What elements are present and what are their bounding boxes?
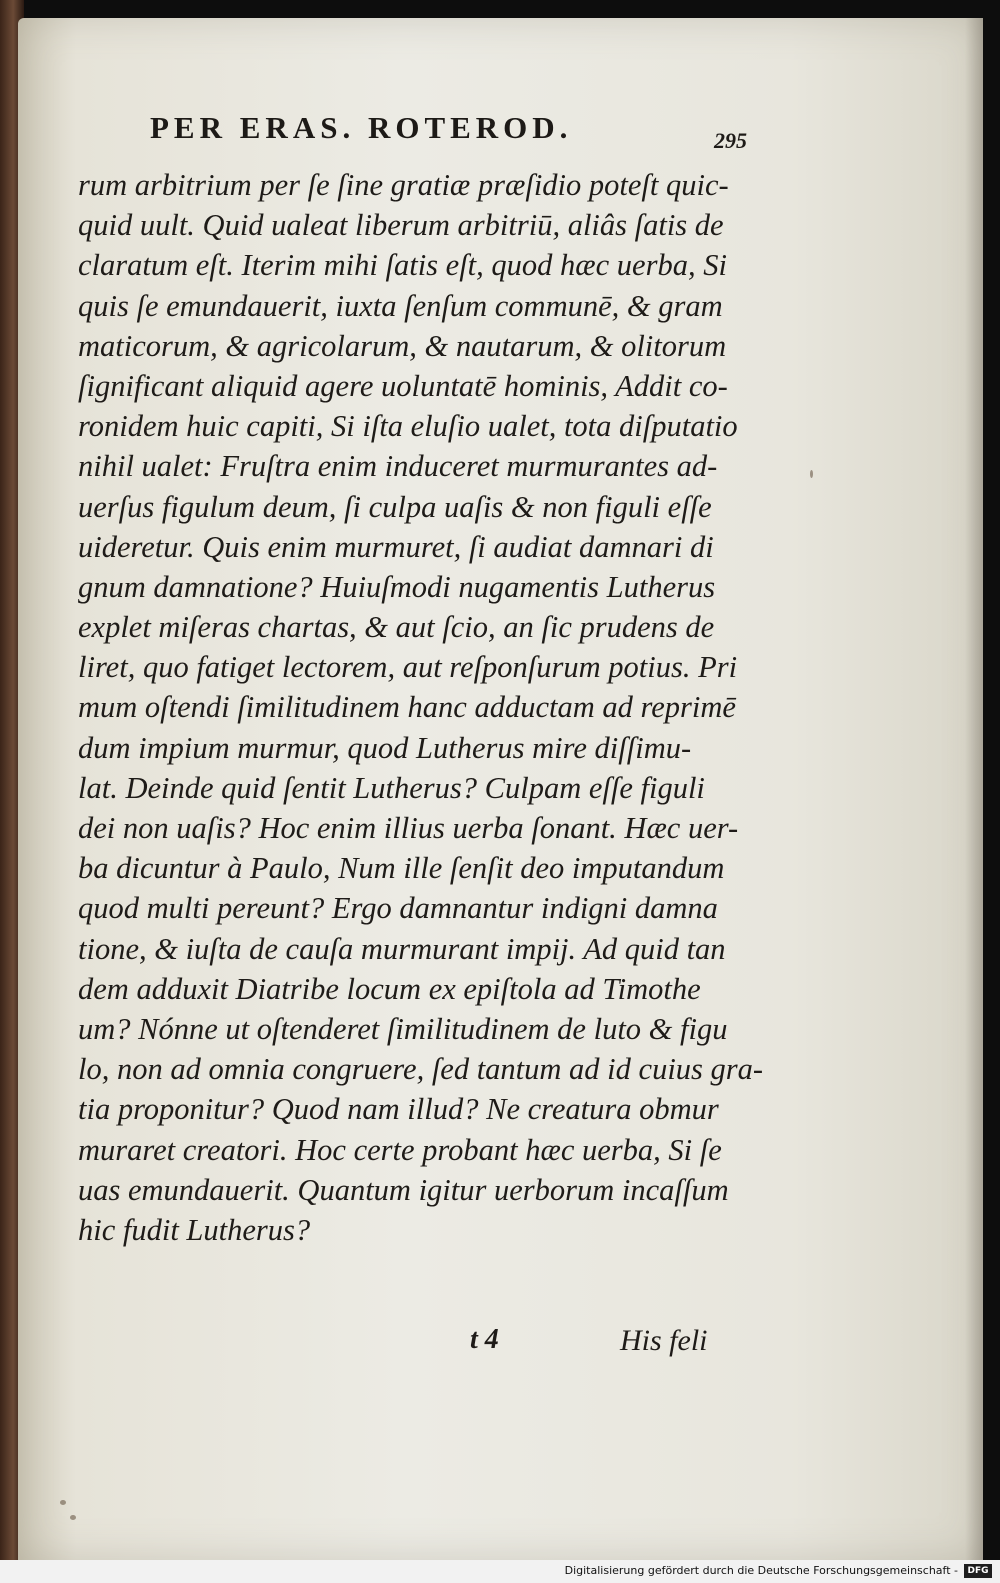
text-line: uerſus figulum deum, ſi culpa uaſis & non figuli eſſe xyxy=(78,489,712,524)
body-text xyxy=(78,165,764,1250)
text-line: quid uult. Quid ualeat liberum arbitriū, aliâs ſatis de xyxy=(78,208,724,243)
text-line: muraret creatori. Hoc certe probant hæc uerba, Si ſe xyxy=(78,1132,722,1167)
paper-speck xyxy=(70,1515,76,1520)
text-line: ronidem huic capiti, Si iſta eluſio ualet, tota diſputatio xyxy=(78,409,738,444)
text-line: um? Nónne ut oſtenderet ſimilitudinem de luto & figu xyxy=(78,1011,728,1046)
page-footer xyxy=(78,1320,758,1360)
page-header xyxy=(140,110,780,160)
text-line: tione, & iuſta de cauſa murmurant impij. Ad quid tan xyxy=(78,931,726,966)
text-line: rum arbitrium per ſe ſine gratiæ præſidio poteſt quic- xyxy=(78,168,729,202)
text-line: dem adduxit Diatribe locum ex epiſtola ad Timothe xyxy=(78,971,701,1006)
text-line: quis ſe emundauerit, iuxta ſenſum communē, & gram xyxy=(78,288,723,323)
text-line: tia proponitur? Quod nam illud? Ne creatura obmur xyxy=(78,1092,719,1127)
catchword: His feli xyxy=(620,1324,708,1357)
text-line: quod multi pereunt? Ergo damnantur indigni damna xyxy=(78,891,718,926)
text-line: ſignificant aliquid agere uoluntatē hominis, Addit co- xyxy=(78,368,728,403)
text-line: dum impium murmur, quod Lutherus mire diſſimu- xyxy=(78,730,692,765)
signature-mark: t 4 xyxy=(470,1324,499,1355)
text-line: claratum eſt. Iterim mihi ſatis eſt, quod hæc uerba, Si xyxy=(78,248,727,283)
text-line: hic fudit Lutherus? xyxy=(78,1212,311,1247)
credit-bar xyxy=(0,1560,1000,1583)
dfg-logo-icon: DFG xyxy=(964,1564,992,1578)
page-edge-shadow xyxy=(965,18,983,1560)
paper-speck xyxy=(60,1500,66,1505)
text-line: mum oſtendi ſimilitudinem hanc adductam ad reprimē xyxy=(78,690,736,725)
text-line: lat. Deinde quid ſentit Lutherus? Culpam eſſe figuli xyxy=(78,770,705,805)
text-line: nihil ualet: Fruſtra enim induceret murmurantes ad- xyxy=(78,449,718,484)
text-line: gnum damnatione? Huiuſmodi nugamentis Lutherus xyxy=(78,569,716,604)
text-line: ba dicuntur à Paulo, Num ille ſenſit deo imputandum xyxy=(78,851,725,886)
text-line: explet miſeras chartas, & aut ſcio, an ſic prudens de xyxy=(78,610,715,645)
paper-speck xyxy=(810,470,813,478)
folio-number: 295 xyxy=(714,128,747,153)
running-head: PER ERAS. ROTEROD. xyxy=(150,110,573,145)
text-line: liret, quo fatiget lectorem, aut reſponſurum potius. Pri xyxy=(78,650,738,685)
funding-credit: Digitalisierung gefördert durch die Deutsche Forschungsgemeinschaft - xyxy=(564,1564,958,1577)
text-line: uas emundauerit. Quantum igitur uerborum incaſſum xyxy=(78,1172,729,1207)
text-line: dei non uaſis? Hoc enim illius uerba ſonant. Hæc uer- xyxy=(78,811,739,845)
text-line: lo, non ad omnia congruere, ſed tantum ad id cuius gra- xyxy=(78,1052,764,1087)
text-line: maticorum, & agricolarum, & nautarum, & olitorum xyxy=(78,328,727,363)
text-line: uideretur. Quis enim murmuret, ſi audiat damnari di xyxy=(78,529,714,564)
